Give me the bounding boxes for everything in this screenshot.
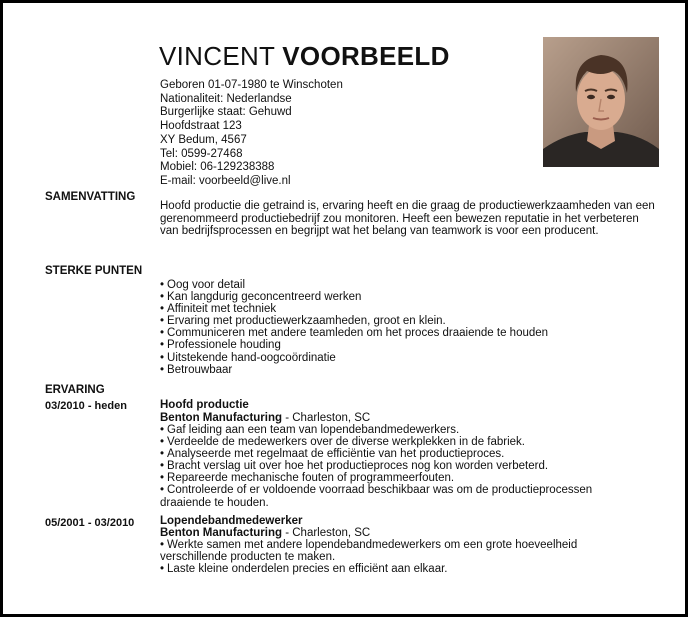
company-name: Benton Manufacturing — [160, 412, 283, 424]
list-item: • Repareerde mechanische fouten of programmeerfouten. — [160, 472, 640, 484]
list-item: • Werkte samen met andere lopendebandmedewerkers om een grote hoeveelheid verschillende producten te maken. — [160, 539, 640, 563]
job-dates: 05/2001 - 03/2010 — [45, 517, 135, 529]
company-location: - Charleston, SC — [282, 412, 371, 424]
job-duties — [160, 539, 640, 575]
strengths-list — [160, 279, 548, 376]
job-company — [160, 412, 370, 424]
phone: Tel: 0599-27468 — [160, 147, 243, 160]
list-item: • Verdeelde de medewerkers over de diverse werkplekken in de fabriek. — [160, 436, 640, 448]
marital-status: Burgerlijke staat: Gehuwd — [160, 106, 292, 119]
list-item: • Communiceren met andere teamleden om het proces draaiende te houden — [160, 327, 548, 339]
last-name: VOORBEELD — [282, 41, 450, 71]
list-item: • Professionele houding — [160, 339, 548, 351]
email: E-mail: voorbeeld@live.nl — [160, 174, 291, 187]
first-name: VINCENT — [159, 41, 275, 71]
job-dates: 03/2010 - heden — [45, 400, 127, 412]
birth-info: Geboren 01-07-1980 te Winschoten — [160, 79, 343, 91]
summary-text: Hoofd productie die getraind is, ervaring heeft en die graag de productiewerkzaamheden van een gerenommeerd productiebedrijf zou monitoren. Heeft een bewezen reputatie in het verbeteren van bedrijfsprocessen en begrijpt wat het belang van teamwork is voor een producent. — [160, 200, 655, 238]
job-title: Lopendebandmedewerker — [160, 515, 303, 527]
list-item: • Analyseerde met regelmaat de efficiëntie van het productieproces. — [160, 448, 640, 460]
job-duties — [160, 424, 640, 509]
list-item: • Bracht verslag uit over hoe het productieproces nog kon worden verbeterd. — [160, 460, 640, 472]
list-item: • Betrouwbaar — [160, 364, 548, 376]
job-title: Hoofd productie — [160, 399, 249, 411]
postal-city: XY Bedum, 4567 — [160, 133, 247, 146]
list-item: • Kan langdurig geconcentreerd werken — [160, 291, 548, 303]
portrait-image — [543, 37, 659, 167]
company-name: Benton Manufacturing — [160, 527, 283, 539]
job-company — [160, 527, 370, 539]
strengths-heading: STERKE PUNTEN — [45, 265, 143, 277]
nationality: Nationaliteit: Nederlandse — [160, 92, 292, 105]
list-item: • Laste kleine onderdelen precies en efficiënt aan elkaar. — [160, 563, 640, 575]
contact-block — [160, 79, 343, 189]
street-address: Hoofdstraat 123 — [160, 120, 242, 133]
list-item: • Gaf leiding aan een team van lopendebandmedewerkers. — [160, 424, 640, 436]
summary-heading: SAMENVATTING — [45, 191, 136, 203]
experience-heading: ERVARING — [45, 384, 105, 396]
list-item: • Affiniteit met techniek — [160, 303, 548, 315]
mobile: Mobiel: 06-129238388 — [160, 161, 275, 174]
company-location: - Charleston, SC — [282, 527, 371, 539]
list-item: • Controleerde of er voldoende voorraad beschikbaar was om de productieprocessen draaiende te houden. — [160, 484, 640, 508]
list-item: • Oog voor detail — [160, 279, 548, 291]
candidate-name — [159, 41, 450, 72]
profile-photo — [543, 37, 659, 167]
list-item: • Ervaring met productiewerkzaamheden, groot en klein. — [160, 315, 548, 327]
list-item: • Uitstekende hand-oogcoördinatie — [160, 352, 548, 364]
